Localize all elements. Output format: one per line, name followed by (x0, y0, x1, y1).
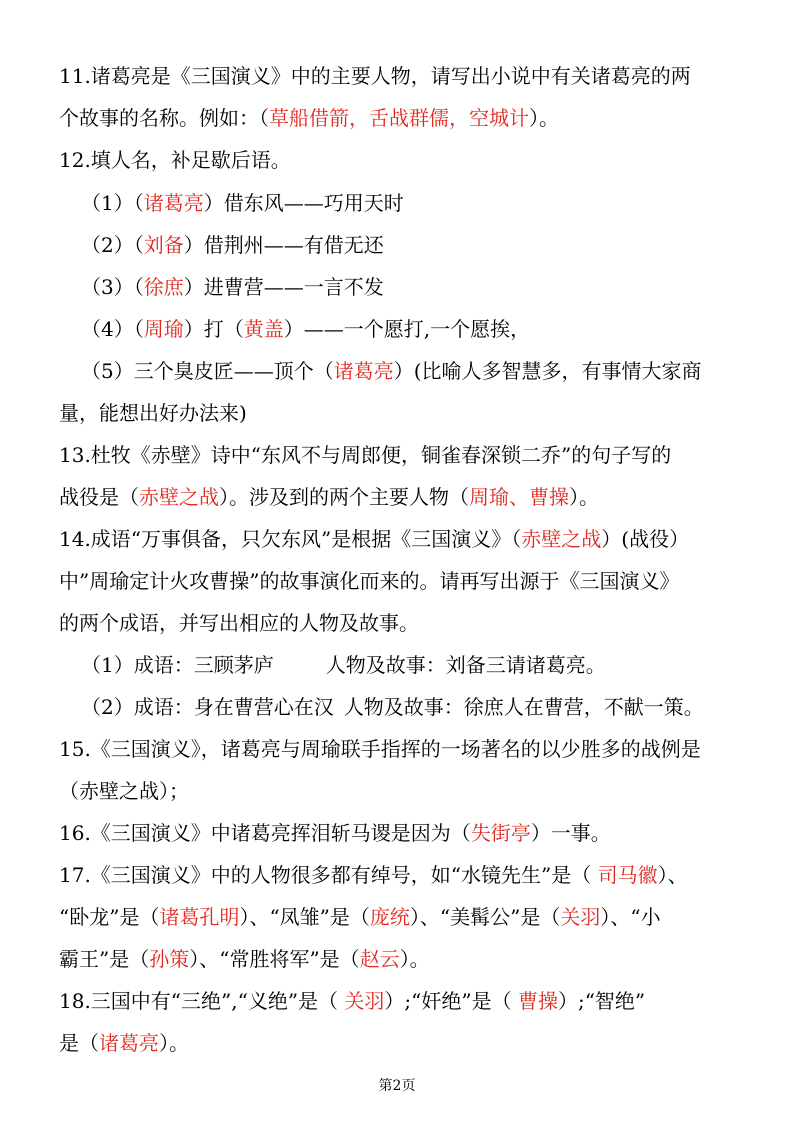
q11-line-1 (59, 62, 691, 90)
q12-answer: 黄盖 (243, 317, 284, 341)
q17-answer: 孙策 (149, 947, 190, 971)
q12-text: （1）（ (81, 191, 144, 215)
q18-text: 18.三国中有“三绝”,“义绝”是（ (59, 989, 339, 1013)
q12-item-2 (81, 231, 384, 259)
q14-text: 人物及故事：刘备三请诸葛亮。 (325, 653, 606, 677)
q17-answer: 赵云 (359, 947, 400, 971)
q18-text: ）;“智绝” (557, 989, 646, 1013)
q12-text: ）(比喻人多智慧多，有事情大家商 (393, 359, 702, 383)
q12-item-5 (81, 357, 702, 385)
q14-text: （2）成语：身在曹营心在汉 (81, 695, 334, 719)
q11-line-2 (59, 104, 559, 132)
q11-text: ）。 (529, 106, 559, 130)
q17-line-1 (59, 861, 688, 889)
q18-answer: 曹操 (511, 989, 558, 1013)
q18-text: 是（ (59, 1031, 99, 1055)
q18-line-2 (59, 1029, 189, 1057)
q14-text: （1）成语：三顾茅庐 (81, 653, 274, 677)
q12-answer: 诸葛亮 (143, 191, 204, 215)
q12-item-1 (81, 189, 404, 217)
q17-text: 17.《三国演义》中的人物很多都有绰号，如“水镜先生”是（ (59, 863, 592, 887)
q13-answer: 周瑜、曹操 (469, 485, 569, 509)
q17-text: ）、“常胜将军”是（ (189, 947, 360, 971)
q18-answer: 关羽 (338, 989, 385, 1013)
q14-text: 的两个成语，并写出相应的人物及故事。 (59, 611, 419, 635)
q13-answer: 赤壁之战 (139, 485, 219, 509)
q17-text: “卧龙”是（ (59, 905, 160, 929)
q17-answer: 司马徽 (591, 863, 658, 887)
q13-text: ）。 (569, 485, 599, 509)
q12-text: （5）三个臭皮匠——顶个（ (81, 359, 334, 383)
q16-line (59, 819, 611, 847)
q11-text: 个故事的名称。例如：（ (59, 106, 269, 130)
q12-heading (59, 146, 291, 174)
q14-line-3 (59, 609, 419, 637)
q11-text: 11.诸葛亮是《三国演义》中的主要人物，请写出小说中有关诸葛亮的两 (59, 64, 691, 88)
q17-text: ）。 (399, 947, 430, 971)
q12-answer: 刘备 (143, 233, 184, 257)
q18-line-1 (59, 987, 645, 1015)
q12-text: （4）（ (81, 317, 144, 341)
q15-line-1 (59, 735, 701, 763)
q17-text: ）、 (657, 863, 688, 887)
q12-text: ）借荆州——有借无还 (183, 233, 384, 257)
q14-text: 人物及故事：徐庶人在曹营，不献一策。 (343, 695, 704, 719)
q12-text: ）借东风——巧用天时 (203, 191, 404, 215)
q12-item-4 (81, 315, 530, 343)
q14-line-1 (59, 525, 689, 553)
q14-text: ）(战役） (601, 527, 690, 551)
q12-text: ）打（ (183, 317, 244, 341)
q14-text: 中”周瑜定计火攻曹操”的故事演化而来的。请再写出源于《三国演义》 (59, 569, 680, 593)
q13-line-2 (59, 483, 599, 511)
q15-line-2 (59, 777, 189, 805)
q12-item-5-cont (59, 399, 247, 427)
q17-answer: 关羽 (560, 905, 601, 929)
q12-answer: 诸葛亮 (333, 359, 394, 383)
q17-answer: 庞统 (369, 905, 410, 929)
q14-answer: 赤壁之战 (521, 527, 602, 551)
q13-text: 13.杜牧《赤壁》诗中“东风不与周郎便，铜雀春深锁二乔”的句子写的 (59, 443, 672, 467)
q14-item-1 (81, 651, 606, 679)
q12-text: 12.填人名，补足歇后语。 (59, 148, 291, 172)
q12-text: （2）（ (81, 233, 144, 257)
q17-text: ）、“凤雏”是（ (239, 905, 370, 929)
q12-answer: 徐庶 (143, 275, 184, 299)
page-number: 第2页 (378, 1078, 416, 1094)
q18-answer: 诸葛亮 (99, 1031, 159, 1055)
q13-text: 战役是（ (59, 485, 139, 509)
q18-text: ）。 (159, 1031, 189, 1055)
q15-text: 15.《三国演义》，诸葛亮与周瑜联手指挥的一场著名的以少胜多的战例是 (59, 737, 701, 761)
q12-answer: 周瑜 (143, 317, 184, 341)
q13-line-1 (59, 441, 671, 469)
q12-text: （3）（ (81, 275, 144, 299)
q15-text: （赤壁之战）； (59, 779, 189, 803)
q17-text: ）、“美髯公”是（ (409, 905, 561, 929)
q12-text: ）进曹营——一言不发 (183, 275, 384, 299)
q17-line-3 (59, 945, 430, 973)
q17-line-2 (59, 903, 661, 931)
q14-item-2 (81, 693, 704, 721)
q12-text: 量，能想出好办法来) (59, 401, 247, 425)
q14-text: 14.成语“万事俱备，只欠东风”是根据《三国演义》（ (59, 527, 522, 551)
q11-answer: 草船借箭，舌战群儒，空城计 (269, 106, 529, 130)
q18-text: ）;“奸绝”是（ (384, 989, 512, 1013)
q14-line-2 (59, 567, 679, 595)
q13-text: ）。涉及到的两个主要人物（ (219, 485, 469, 509)
q16-answer: 失街亭 (470, 821, 531, 845)
q17-text: 霸王”是（ (59, 947, 150, 971)
q16-text: ）一事。 (530, 821, 611, 845)
q17-answer: 诸葛孔明 (159, 905, 240, 929)
q12-item-3 (81, 273, 384, 301)
q16-text: 16.《三国演义》中诸葛亮挥泪斩马谡是因为（ (59, 821, 471, 845)
q12-text: ）——一个愿打,一个愿挨， (283, 317, 531, 341)
q17-text: ）、“小 (600, 905, 661, 929)
